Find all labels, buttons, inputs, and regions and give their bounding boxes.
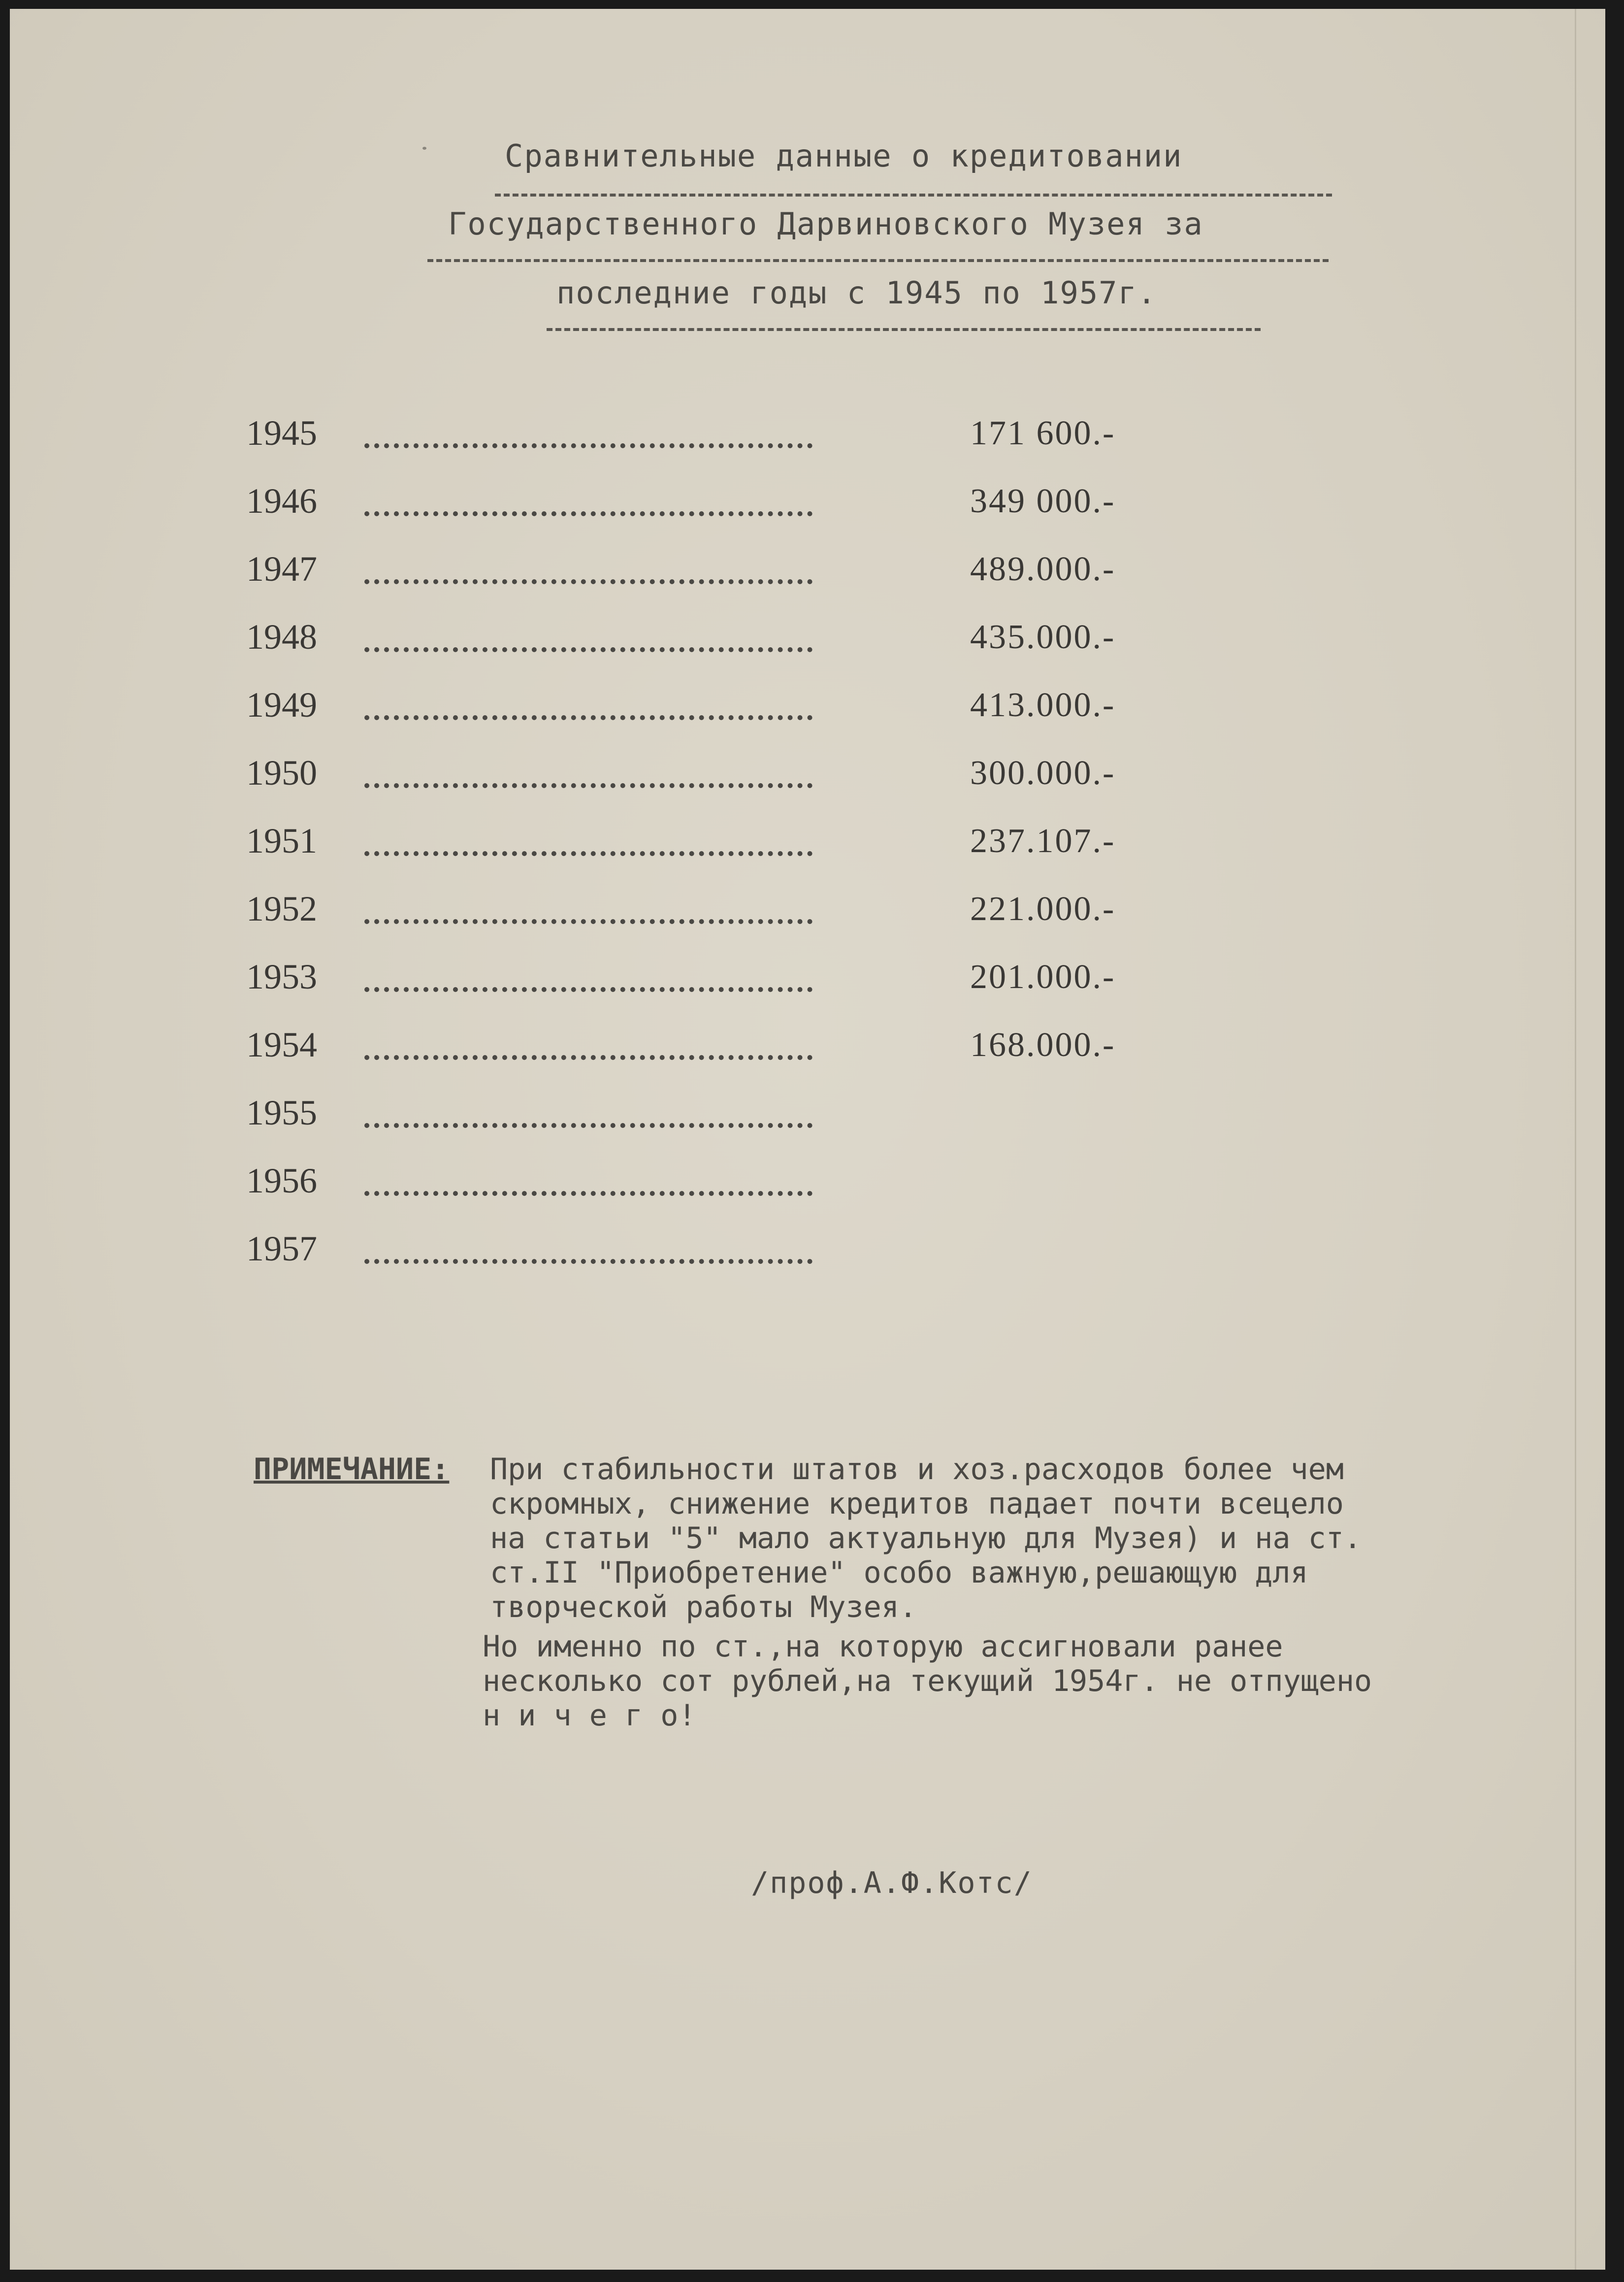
table-row [10,413,1605,462]
year-cell: 1953 [246,957,317,996]
dot-leader [364,919,812,924]
note-label: ПРИМЕЧАНИЕ: [254,1452,450,1487]
amount-cell: 237.107.- [970,822,1116,860]
amount-cell: 435.000.- [970,618,1116,656]
table-row [10,753,1605,802]
dot-leader [364,1259,812,1264]
amount-cell: 413.000.- [970,686,1116,724]
title-underline-1 [495,194,1332,197]
year-cell: 1952 [246,889,317,928]
title-line-2: Государственного Дарвиновского Музея за [448,206,1203,242]
table-row [10,1160,1605,1210]
amount-cell: 201.000.- [970,958,1116,996]
table-row [10,685,1605,734]
note-line: ст.II "Приобретение" особо важную,решающую для [490,1555,1308,1590]
dot-leader [364,987,812,992]
title-underline-3 [547,328,1261,331]
year-cell: 1951 [246,821,317,860]
amount-cell: 221.000.- [970,890,1116,928]
dot-leader [364,511,812,516]
note-line: на статьи "5" мало актуальную для Музея) и на ст. [490,1521,1362,1555]
year-cell: 1945 [246,413,317,453]
note-line: При стабильности штатов и хоз.расходов более чем [490,1452,1344,1487]
table-row [10,1228,1605,1278]
ink-speck [422,147,426,150]
note-line: н и ч е г о! [483,1698,696,1733]
table-row [10,617,1605,666]
table-row [10,549,1605,598]
dot-leader [364,1055,812,1060]
year-cell: 1947 [246,549,317,589]
year-cell: 1949 [246,685,317,725]
table-row [10,889,1605,938]
table-row [10,821,1605,870]
amount-cell: 489.000.- [970,550,1116,588]
dot-leader [364,715,812,720]
year-cell: 1957 [246,1229,317,1268]
year-cell: 1954 [246,1025,317,1064]
note-line: скромных, снижение кредитов падает почти всецело [490,1487,1344,1521]
document-page [10,9,1605,2270]
dot-leader [364,783,812,788]
dot-leader [364,1123,812,1128]
table-row [10,957,1605,1006]
dot-leader [364,579,812,584]
year-cell: 1955 [246,1093,317,1132]
year-cell: 1950 [246,753,317,793]
note-line: Но именно по ст.,на которую ассигновали ранее [483,1629,1283,1664]
dot-leader [364,443,812,448]
signature: /проф.А.Ф.Котс/ [751,1866,1033,1900]
title-line-1: Сравнительные данные о кредитовании [505,138,1183,174]
table-row [10,481,1605,530]
year-cell: 1956 [246,1161,317,1200]
title-underline-2 [427,259,1329,262]
amount-cell: 349 000.- [970,482,1116,520]
dot-leader [364,647,812,652]
table-row [10,1092,1605,1142]
title-line-3: последние годы с 1945 по 1957г. [556,275,1157,311]
dot-leader [364,1191,812,1196]
year-cell: 1946 [246,481,317,521]
dot-leader [364,851,812,856]
amount-cell: 300.000.- [970,754,1116,792]
amount-cell: 171 600.- [970,414,1116,452]
note-line: творческой работы Музея. [490,1590,917,1624]
amount-cell: 168.000.- [970,1026,1116,1064]
table-row [10,1025,1605,1074]
year-cell: 1948 [246,617,317,657]
note-line: несколько сот рублей,на текущий 1954г. не отпущено [483,1664,1372,1698]
